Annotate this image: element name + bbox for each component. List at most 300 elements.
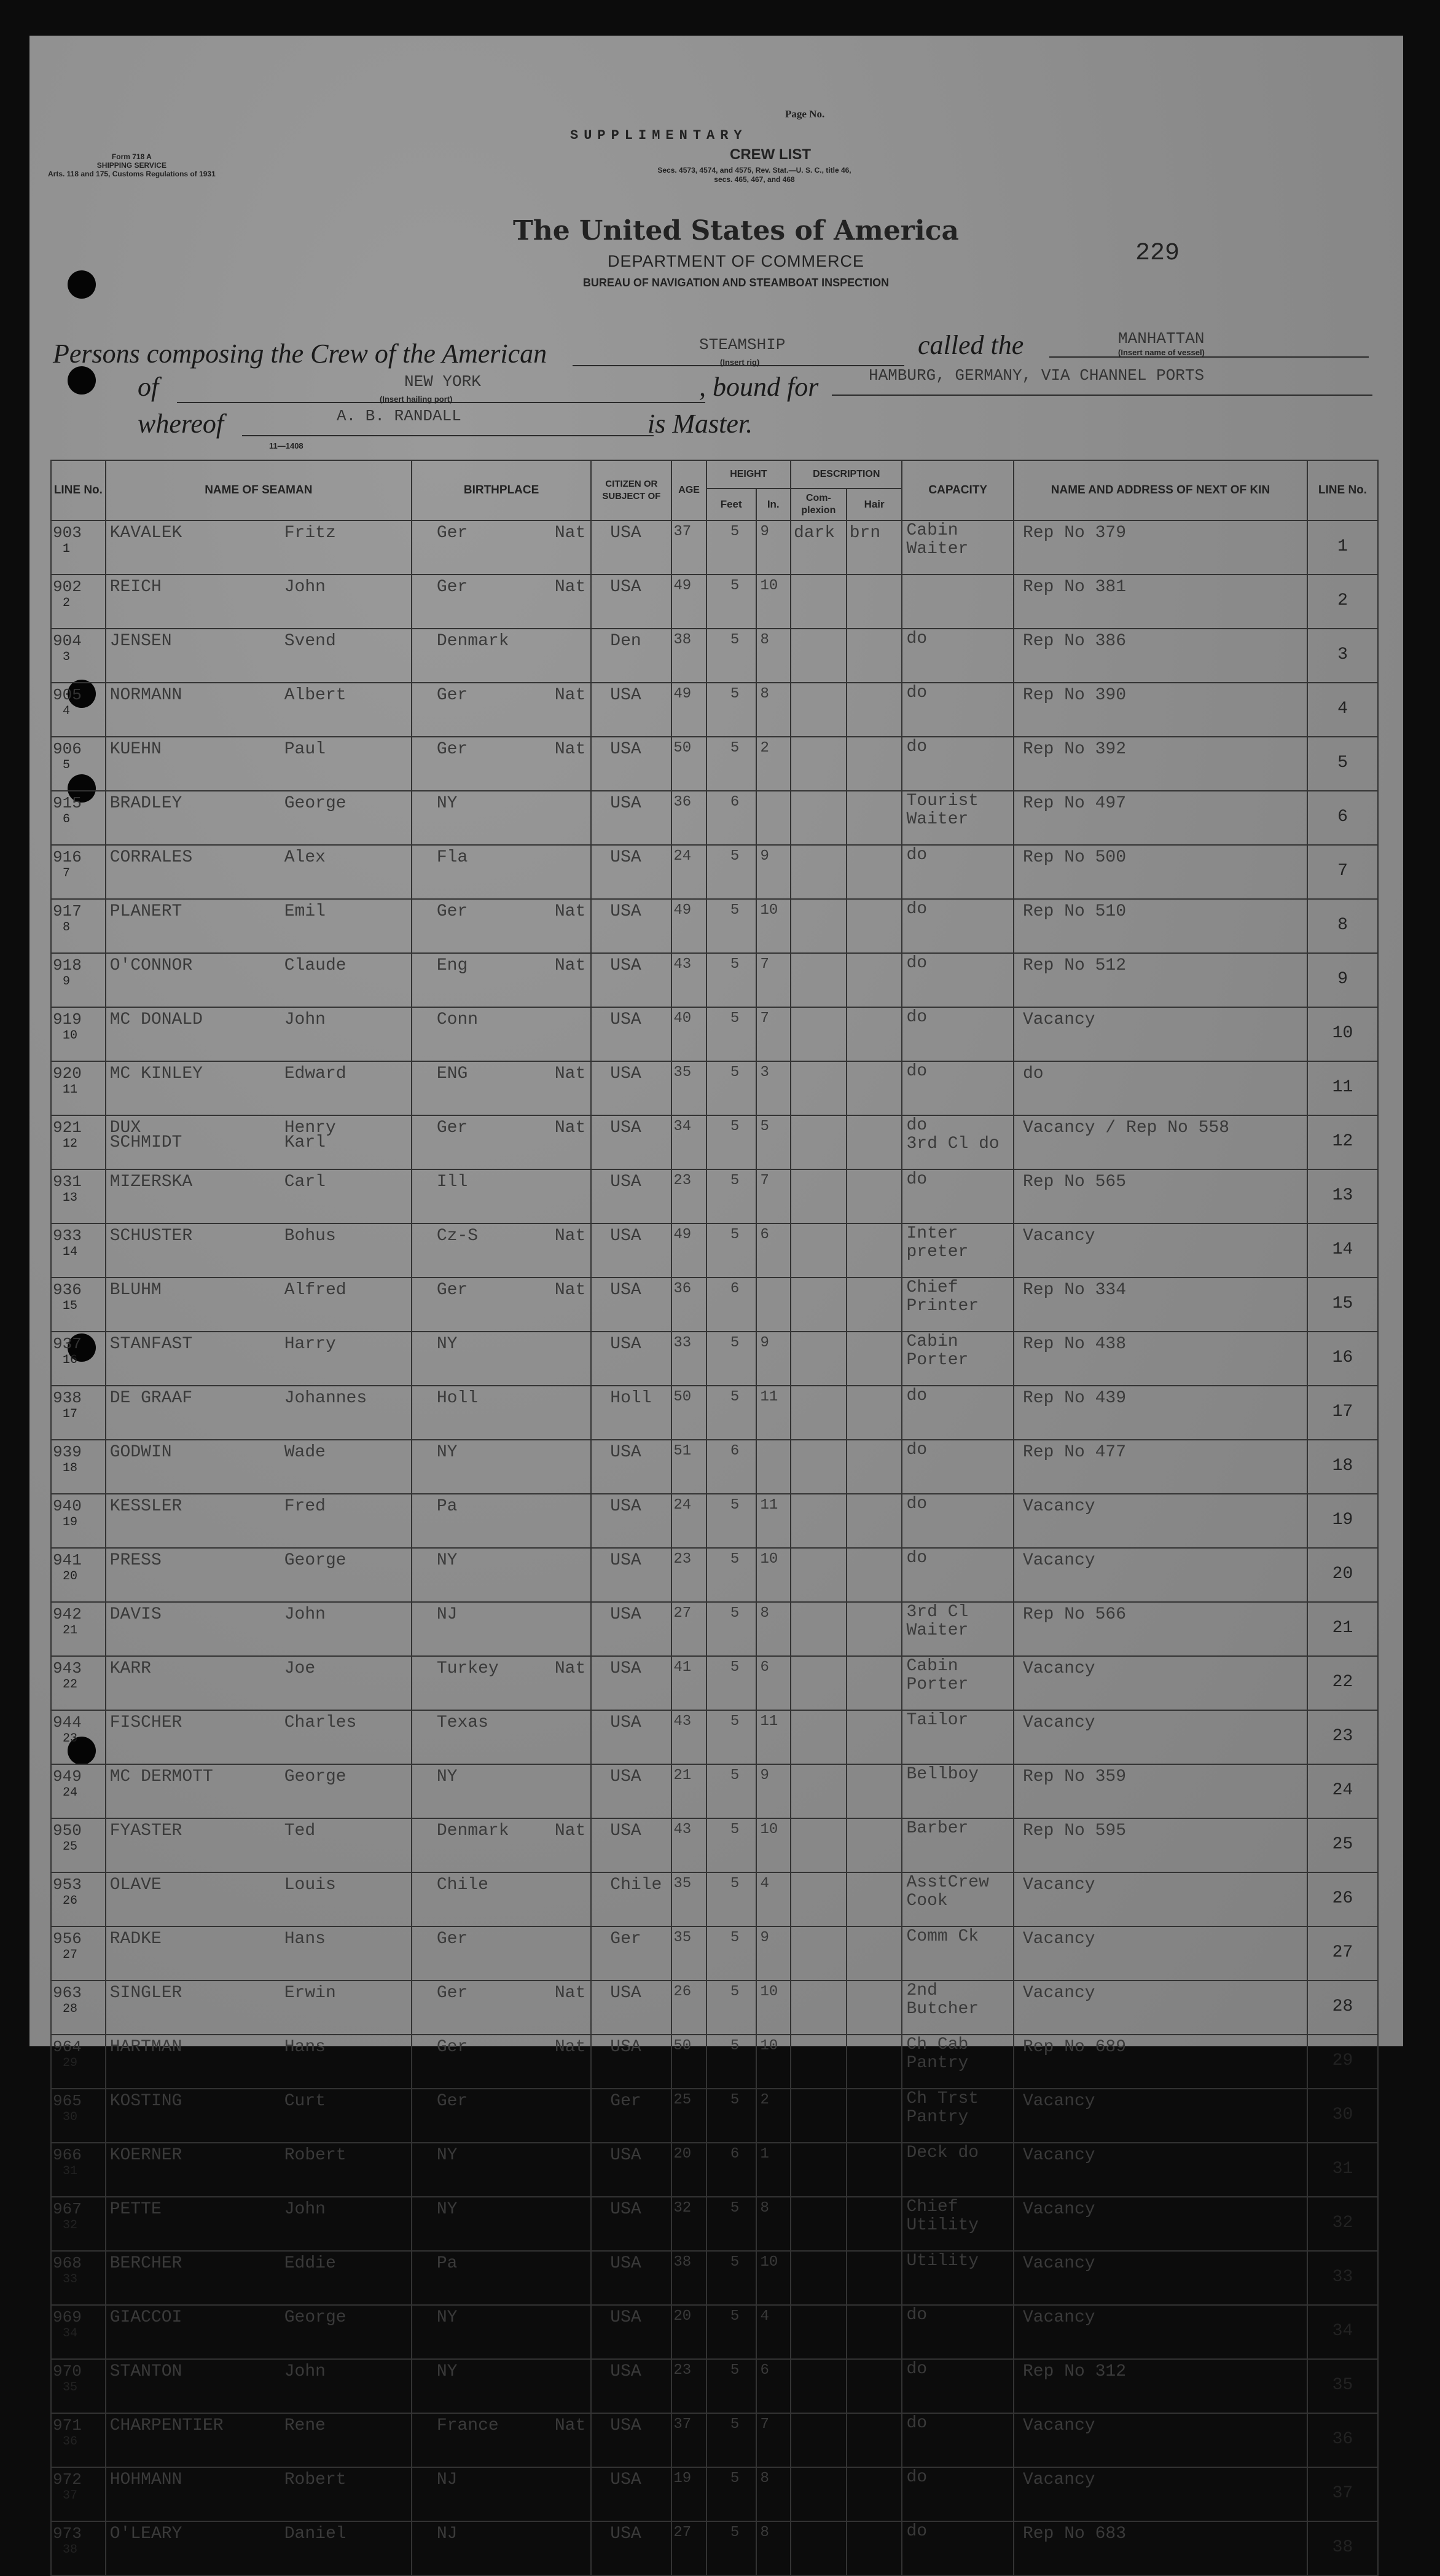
- birthplace-cell: [412, 1981, 591, 2035]
- hair: [847, 2522, 902, 2524]
- age: 43: [673, 956, 692, 973]
- age-cell: [671, 1223, 706, 1278]
- hair-cell: [847, 1169, 902, 1223]
- table-row: [51, 1007, 1378, 1061]
- capacity-line: do: [906, 954, 928, 973]
- next-of-kin-cell: [1014, 1710, 1307, 1764]
- capacity-cell: [902, 1494, 1014, 1548]
- form-regulation: Arts. 118 and 175, Customs Regulations of 1931: [48, 170, 216, 178]
- birthplace-cell: [412, 2467, 591, 2521]
- inches-cell: [756, 1115, 791, 1169]
- inches-cell: [756, 2197, 791, 2251]
- birthplace-cell: [412, 2089, 591, 2143]
- next-of-kin-cell: [1014, 2089, 1307, 2143]
- next-of-kin-cell: [1014, 1764, 1307, 1818]
- line-no-right-cell: [1307, 2521, 1378, 2575]
- citizen-cell: [591, 1764, 671, 1818]
- capacity-line: Deck do: [906, 2143, 979, 2162]
- hair-cell: [847, 791, 902, 845]
- line-no-right-cell: [1307, 2089, 1378, 2143]
- age-cell: [671, 1764, 706, 1818]
- capacity-line: Printer: [906, 1297, 979, 1316]
- next-of-kin: Rep No 439: [1022, 1389, 1127, 1408]
- complexion-cell: [791, 1386, 847, 1440]
- feet-cell: [706, 2413, 756, 2467]
- hair-cell: [847, 1656, 902, 1710]
- seaman-name-cell: [106, 953, 412, 1007]
- height-inches: 6: [760, 1227, 769, 1243]
- next-of-kin: Rep No 595: [1022, 1821, 1127, 1840]
- citizenship: USA: [610, 1767, 641, 1786]
- line-no-right-cell: [1307, 1332, 1378, 1386]
- complexion: [791, 1603, 846, 1605]
- next-of-kin: Rep No 683: [1022, 2524, 1127, 2543]
- hair-cell: [847, 629, 902, 683]
- citizenship: USA: [610, 794, 641, 813]
- birthplace-cell: [412, 1926, 591, 1981]
- citizenship: USA: [610, 2200, 641, 2219]
- table-row: [51, 2521, 1378, 2575]
- seaman-name-cell: [106, 2143, 412, 2197]
- line-number-right: 18: [1332, 1456, 1353, 1475]
- citizenship: USA: [610, 524, 641, 543]
- height-inches: 11: [760, 1713, 778, 1730]
- complexion: [791, 2360, 846, 2362]
- line-number-right: 32: [1332, 2213, 1353, 2232]
- surname: KESSLER: [109, 1497, 182, 1516]
- inches-cell: [756, 1818, 791, 1872]
- line-no-cell: [51, 845, 106, 899]
- surname: PRESS: [109, 1551, 162, 1570]
- age-cell: [671, 2197, 706, 2251]
- complexion: [791, 737, 846, 740]
- seaman-name-cell: [106, 1764, 412, 1818]
- line-no-right-cell: [1307, 1981, 1378, 2035]
- birthplace-cell: [412, 1764, 591, 1818]
- feet-cell: [706, 1007, 756, 1061]
- age: 38: [673, 632, 692, 648]
- given-name: Curt: [284, 2092, 326, 2111]
- line-number: 4: [63, 704, 71, 718]
- age: 21: [673, 1767, 692, 1784]
- hair-cell: [847, 1115, 902, 1169]
- line-number: 3: [63, 650, 71, 664]
- citizen-cell: [591, 2413, 671, 2467]
- inches-cell: [756, 1494, 791, 1548]
- line-no-cell: [51, 2251, 106, 2305]
- seaman-name-cell: [106, 1223, 412, 1278]
- line-no-right-cell: [1307, 1278, 1378, 1332]
- height-inches: 10: [760, 902, 778, 919]
- capacity-line: do: [906, 1170, 928, 1189]
- crew-number: 937: [53, 1335, 82, 1353]
- birthplace-cell: [412, 1872, 591, 1926]
- age: 37: [673, 524, 692, 540]
- given-name: Karl: [284, 1133, 326, 1152]
- line-no-right-cell: [1307, 1548, 1378, 1602]
- inches-cell: [756, 2413, 791, 2467]
- surname: SINGLER: [109, 1984, 182, 2003]
- crew-number: 953: [53, 1875, 82, 1894]
- crew-table: [50, 460, 1379, 2576]
- next-of-kin-cell: [1014, 1602, 1307, 1656]
- vessel-hint: (Insert name of vessel): [1118, 348, 1205, 357]
- age: 27: [673, 2524, 692, 2541]
- is-master-label: is Master.: [648, 409, 753, 439]
- complexion-cell: [791, 1440, 847, 1494]
- line-no-cell: [51, 1223, 106, 1278]
- line-no-cell: [51, 2305, 106, 2359]
- col-line-no-right: LINE No.: [1307, 460, 1378, 520]
- col-height: HEIGHT: [706, 460, 791, 489]
- hair-cell: [847, 575, 902, 629]
- height-feet: 5: [730, 1821, 740, 1838]
- height-inches: 9: [760, 524, 769, 540]
- citizenship: USA: [610, 1605, 641, 1624]
- birthplace-cell: [412, 1332, 591, 1386]
- birthplace: Fla: [436, 848, 468, 867]
- surname: KOERNER: [109, 2146, 182, 2165]
- complexion-cell: [791, 2467, 847, 2521]
- line-number: 32: [63, 2218, 78, 2232]
- birthplace-cell: [412, 2521, 591, 2575]
- feet-cell: [706, 1818, 756, 1872]
- birthplace: Denmark: [436, 632, 509, 651]
- capacity-line: do: [906, 2522, 928, 2541]
- birthplace-cell: [412, 1602, 591, 1656]
- line-number-right: 35: [1332, 2376, 1353, 2395]
- hair-cell: [847, 2143, 902, 2197]
- age-cell: [671, 1656, 706, 1710]
- age: 25: [673, 2092, 692, 2108]
- hair-cell: [847, 2305, 902, 2359]
- given-name: Fritz: [284, 524, 336, 543]
- hair: [847, 1765, 902, 1767]
- line-number-right: 17: [1332, 1402, 1353, 1421]
- hair-cell: [847, 845, 902, 899]
- line-no-cell: [51, 520, 106, 575]
- capacity-line: Porter: [906, 1675, 969, 1694]
- age-cell: [671, 845, 706, 899]
- table-row: [51, 1494, 1378, 1548]
- citizen-cell: [591, 1981, 671, 2035]
- age: 23: [673, 1172, 692, 1189]
- form-reference: [48, 152, 216, 178]
- birthplace: Chile: [436, 1875, 488, 1895]
- line-number: 18: [63, 1461, 78, 1475]
- next-of-kin-cell: [1014, 2197, 1307, 2251]
- table-row: [51, 1440, 1378, 1494]
- inches-cell: [756, 575, 791, 629]
- feet-cell: [706, 1061, 756, 1115]
- capacity-line: Pantry: [906, 2054, 969, 2073]
- capacity-line: Inter: [906, 1224, 958, 1243]
- inches-cell: [756, 2521, 791, 2575]
- age: 43: [673, 1821, 692, 1838]
- age: 41: [673, 1659, 692, 1676]
- line-no-right-cell: [1307, 2359, 1378, 2413]
- hair: brn: [849, 524, 881, 543]
- next-of-kin: Rep No 392: [1022, 740, 1127, 759]
- birthplace-cell: [412, 1386, 591, 1440]
- line-number-right: 9: [1337, 970, 1348, 989]
- capacity-line: do: [906, 900, 928, 919]
- capacity-cell: [902, 1278, 1014, 1332]
- age-cell: [671, 737, 706, 791]
- capacity-cell: [902, 2359, 1014, 2413]
- line-no-right-cell: [1307, 845, 1378, 899]
- feet-cell: [706, 520, 756, 575]
- line-no-right-cell: [1307, 2305, 1378, 2359]
- hair: [847, 846, 902, 848]
- capacity-line: Barber: [906, 1819, 969, 1838]
- capacity-cell: [902, 953, 1014, 1007]
- feet-cell: [706, 2251, 756, 2305]
- age-cell: [671, 2467, 706, 2521]
- table-row: [51, 1223, 1378, 1278]
- complexion-cell: [791, 1115, 847, 1169]
- citizenship: Chile: [610, 1875, 662, 1895]
- age: 27: [673, 1605, 692, 1622]
- birthplace-cell: [412, 1169, 591, 1223]
- line-number-right: 33: [1332, 2268, 1353, 2287]
- complexion-cell: [791, 683, 847, 737]
- line-no-right-cell: [1307, 1169, 1378, 1223]
- table-row: [51, 1926, 1378, 1981]
- capacity-cell: [902, 1007, 1014, 1061]
- inches-cell: [756, 953, 791, 1007]
- line-no-cell: [51, 2413, 106, 2467]
- feet-cell: [706, 1548, 756, 1602]
- feet-cell: [706, 1278, 756, 1332]
- complexion-cell: [791, 2305, 847, 2359]
- capacity-cell: [902, 1332, 1014, 1386]
- birthplace-cell: [412, 1818, 591, 1872]
- line-number: 11: [63, 1083, 78, 1097]
- height-inches: 8: [760, 686, 769, 702]
- capacity-line: Waiter: [906, 540, 969, 559]
- height-feet: 5: [730, 740, 740, 756]
- naturalized-mark: Nat: [554, 1281, 586, 1300]
- height-inches: 8: [760, 2524, 769, 2541]
- line-number-right: 11: [1332, 1078, 1353, 1097]
- citizenship: USA: [610, 2254, 641, 2273]
- next-of-kin-cell: [1014, 1872, 1307, 1926]
- line-no-cell: [51, 1764, 106, 1818]
- line-number-right: 13: [1332, 1186, 1353, 1205]
- surname: DUX: [109, 1118, 141, 1137]
- line-number: 1: [63, 542, 71, 556]
- capacity-line: do: [906, 1116, 928, 1135]
- birthplace: NY: [436, 1767, 458, 1786]
- complexion-cell: [791, 1981, 847, 2035]
- line-number: 38: [63, 2543, 78, 2557]
- inches-cell: [756, 1764, 791, 1818]
- capacity-line: Ch Trst: [906, 2089, 979, 2108]
- given-name: Joe: [284, 1659, 316, 1678]
- capacity-line: do: [906, 683, 928, 702]
- next-of-kin-cell: [1014, 1818, 1307, 1872]
- height-inches: 7: [760, 956, 769, 973]
- hair-cell: [847, 2089, 902, 2143]
- capacity-line: do: [906, 2414, 928, 2433]
- citizen-cell: [591, 2197, 671, 2251]
- naturalized-mark: Nat: [554, 578, 586, 597]
- complexion-cell: [791, 1656, 847, 1710]
- line-no-cell: [51, 1440, 106, 1494]
- line-no-cell: [51, 629, 106, 683]
- hair-cell: [847, 1818, 902, 1872]
- inches-cell: [756, 1981, 791, 2035]
- complexion: [791, 1116, 846, 1118]
- inches-cell: [756, 899, 791, 953]
- citizenship: USA: [610, 1443, 641, 1462]
- capacity-cell: [902, 1061, 1014, 1115]
- capacity-cell: [902, 1872, 1014, 1926]
- inches-cell: [756, 629, 791, 683]
- hair: [847, 2089, 902, 2092]
- surname: MC DONALD: [109, 1010, 203, 1029]
- complexion: [791, 1008, 846, 1010]
- line-number: 8: [63, 921, 71, 935]
- surname: OLAVE: [109, 1875, 162, 1895]
- surname: MIZERSKA: [109, 1172, 193, 1192]
- citizenship: USA: [610, 578, 641, 597]
- line-number-right: 4: [1337, 699, 1348, 718]
- feet-cell: [706, 2521, 756, 2575]
- next-of-kin-cell: [1014, 1656, 1307, 1710]
- seaman-name-cell: [106, 575, 412, 629]
- citizen-cell: [591, 1818, 671, 1872]
- table-row: [51, 1548, 1378, 1602]
- next-of-kin-cell: [1014, 2305, 1307, 2359]
- next-of-kin: Rep No 566: [1022, 1605, 1127, 1624]
- hair: [847, 1603, 902, 1605]
- surname: BRADLEY: [109, 794, 182, 813]
- next-of-kin: Vacancy: [1022, 1551, 1095, 1570]
- line-no-cell: [51, 1602, 106, 1656]
- next-of-kin-cell: [1014, 1223, 1307, 1278]
- seaman-name-cell: [106, 520, 412, 575]
- line-number-right: 30: [1332, 2105, 1353, 2124]
- line-no-cell: [51, 1332, 106, 1386]
- capacity-cell: [902, 2035, 1014, 2089]
- height-inches: 6: [760, 1659, 769, 1676]
- col-name: NAME OF SEAMAN: [106, 460, 412, 520]
- crew-number: 944: [53, 1713, 82, 1732]
- seaman-name-cell: [106, 1007, 412, 1061]
- line-no-cell: [51, 683, 106, 737]
- birthplace-cell: [412, 1061, 591, 1115]
- capacity-line: Utility: [906, 2252, 979, 2271]
- crew-number: 941: [53, 1551, 82, 1569]
- citizenship: USA: [610, 956, 641, 975]
- hair-cell: [847, 2251, 902, 2305]
- table-row: [51, 1764, 1378, 1818]
- capacity-line: do: [906, 629, 928, 648]
- table-row: [51, 1115, 1378, 1169]
- line-no-cell: [51, 953, 106, 1007]
- surname: KUEHN: [109, 740, 162, 759]
- complexion-cell: [791, 2089, 847, 2143]
- complexion: [791, 1386, 846, 1389]
- capacity-line: Tailor: [906, 1711, 969, 1730]
- birthplace: Ger: [436, 2038, 468, 2057]
- next-of-kin-cell: [1014, 2521, 1307, 2575]
- citizen-cell: [591, 1169, 671, 1223]
- citizen-cell: [591, 1332, 671, 1386]
- vessel-value: MANHATTAN: [1118, 329, 1205, 348]
- capacity-line: 2nd: [906, 1981, 937, 2000]
- height-feet: 5: [730, 2092, 740, 2108]
- birthplace: NY: [436, 1335, 458, 1354]
- age-cell: [671, 629, 706, 683]
- line-no-right-cell: [1307, 1764, 1378, 1818]
- birthplace: Ger: [436, 578, 468, 597]
- citizenship: Holl: [610, 1389, 652, 1408]
- capacity-cell: [902, 899, 1014, 953]
- age-cell: [671, 1007, 706, 1061]
- citizen-cell: [591, 2467, 671, 2521]
- height-inches: 7: [760, 1172, 769, 1189]
- surname: STANFAST: [109, 1335, 193, 1354]
- capacity-line: do: [906, 737, 928, 756]
- inches-cell: [756, 1548, 791, 1602]
- hair-cell: [847, 1764, 902, 1818]
- next-of-kin: Vacancy: [1022, 2470, 1095, 2489]
- feet-cell: [706, 2359, 756, 2413]
- line-number: 27: [63, 1948, 78, 1962]
- table-row: [51, 2197, 1378, 2251]
- next-of-kin: Rep No 510: [1022, 902, 1127, 921]
- seaman-name-cell: [106, 845, 412, 899]
- given-name: John: [284, 2200, 326, 2219]
- line-no-right-cell: [1307, 1926, 1378, 1981]
- age: 23: [673, 1551, 692, 1568]
- naturalized-mark: Nat: [554, 686, 586, 705]
- height-feet: 5: [730, 632, 740, 648]
- whereof-label: whereof: [138, 409, 224, 439]
- next-of-kin: Vacancy: [1022, 1930, 1095, 1949]
- col-next-of-kin: NAME AND ADDRESS OF NEXT OF KIN: [1014, 460, 1307, 520]
- citizenship: USA: [610, 2146, 641, 2165]
- line-number: 26: [63, 1894, 78, 1908]
- naturalized-mark: Nat: [554, 1821, 586, 1840]
- complexion: [791, 1981, 846, 1984]
- birthplace-cell: [412, 1278, 591, 1332]
- capacity-cell: [902, 2305, 1014, 2359]
- next-of-kin-cell: [1014, 1440, 1307, 1494]
- capacity-cell: [902, 2521, 1014, 2575]
- citizen-cell: [591, 575, 671, 629]
- table-row: [51, 791, 1378, 845]
- line-number: 19: [63, 1515, 78, 1530]
- inches-cell: [756, 1061, 791, 1115]
- supplementary-title: SUPPLIMENTARY: [570, 128, 748, 143]
- next-of-kin: Rep No 497: [1022, 794, 1127, 813]
- inches-cell: [756, 1440, 791, 1494]
- seaman-name-cell: [106, 1061, 412, 1115]
- birthplace: Turkey: [436, 1659, 499, 1678]
- complexion-cell: [791, 1494, 847, 1548]
- line-number-right: 15: [1332, 1294, 1353, 1313]
- inches-cell: [756, 737, 791, 791]
- age: 23: [673, 2362, 692, 2379]
- table-row: [51, 1332, 1378, 1386]
- height-feet: 6: [730, 2146, 740, 2162]
- citizen-cell: [591, 2359, 671, 2413]
- feet-cell: [706, 737, 756, 791]
